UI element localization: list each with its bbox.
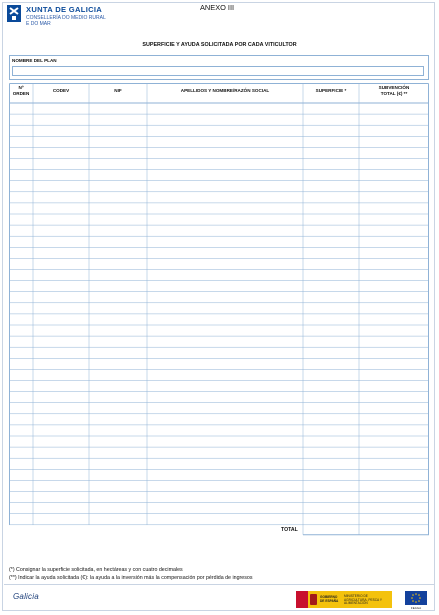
- table-cell[interactable]: [360, 192, 429, 202]
- table-cell[interactable]: [148, 137, 303, 147]
- table-grid: [9, 83, 429, 563]
- table-cell[interactable]: [360, 326, 429, 336]
- table-cell[interactable]: [10, 437, 33, 447]
- table-cell[interactable]: [10, 492, 33, 502]
- table-cell[interactable]: [360, 314, 429, 324]
- table-cell[interactable]: [304, 292, 359, 302]
- table-cell[interactable]: [90, 148, 147, 158]
- table-cell[interactable]: [360, 170, 429, 180]
- table-cell[interactable]: [34, 203, 89, 213]
- table-cell[interactable]: [90, 104, 147, 114]
- table-cell[interactable]: [360, 115, 429, 125]
- column-header-line1: APELLIDOS Y NOMBRE/RAZÓN SOCIAL: [180, 88, 270, 93]
- table-cell[interactable]: [304, 148, 359, 158]
- table-cell[interactable]: [34, 514, 89, 524]
- table-cell[interactable]: [360, 126, 429, 136]
- spain-government-logo: [296, 591, 392, 608]
- table-cell[interactable]: [10, 392, 33, 402]
- table-cell[interactable]: [34, 348, 89, 358]
- table-cell[interactable]: [304, 303, 359, 313]
- table-cell[interactable]: [148, 359, 303, 369]
- table-cell[interactable]: [148, 503, 303, 513]
- table-cell[interactable]: [10, 514, 33, 524]
- footnote-subsidy: (**) Indicar la ayuda solicitada (€): la ayuda a la inversión más la compensación por pérdida de ingresos: [9, 575, 253, 581]
- table-cell[interactable]: [148, 203, 303, 213]
- spain-coat-of-arms-icon: [310, 594, 317, 605]
- table-cell[interactable]: [90, 381, 147, 391]
- table-cell[interactable]: [10, 226, 33, 236]
- table-cell[interactable]: [360, 292, 429, 302]
- table-cell[interactable]: [10, 259, 33, 269]
- table-cell[interactable]: [148, 481, 303, 491]
- table-cell[interactable]: [304, 359, 359, 369]
- table-cell[interactable]: [34, 492, 89, 502]
- table-cell[interactable]: [34, 359, 89, 369]
- table-cell[interactable]: [304, 381, 359, 391]
- table-cell[interactable]: [10, 303, 33, 313]
- column-header-line1: CODEV: [52, 88, 70, 93]
- table-cell[interactable]: [10, 459, 33, 469]
- table-cell[interactable]: [148, 337, 303, 347]
- table-cell[interactable]: [304, 281, 359, 291]
- table-cell[interactable]: [148, 292, 303, 302]
- table-cell[interactable]: [148, 392, 303, 402]
- table-cell[interactable]: [304, 514, 359, 524]
- table-cell[interactable]: [148, 148, 303, 158]
- table-cell[interactable]: [304, 448, 359, 458]
- table-cell[interactable]: [90, 481, 147, 491]
- gov-text: GOBIERNO DE ESPAÑA: [320, 595, 339, 603]
- footer-divider: [4, 584, 435, 585]
- table-cell[interactable]: [360, 414, 429, 424]
- table-cell[interactable]: [34, 392, 89, 402]
- table-cell[interactable]: [90, 425, 147, 435]
- table-cell[interactable]: [34, 425, 89, 435]
- table-cell[interactable]: [148, 281, 303, 291]
- table-cell[interactable]: [10, 115, 33, 125]
- table-cell[interactable]: [10, 370, 33, 380]
- table-cell[interactable]: [360, 492, 429, 502]
- table-cell[interactable]: [360, 448, 429, 458]
- table-cell[interactable]: [304, 237, 359, 247]
- table-cell[interactable]: [360, 503, 429, 513]
- table-cell[interactable]: [34, 137, 89, 147]
- column-header-line1: NIF: [114, 88, 122, 93]
- table-cell[interactable]: [148, 437, 303, 447]
- table-cell[interactable]: [90, 414, 147, 424]
- form-title: SUPERFICIE Y AYUDA SOLICITADA POR CADA VITICULTOR: [142, 42, 297, 48]
- table-cell[interactable]: [10, 448, 33, 458]
- plan-name-input[interactable]: [12, 66, 424, 76]
- table-cell[interactable]: [304, 248, 359, 258]
- table-cell[interactable]: [90, 259, 147, 269]
- footnote-area: (*) Consignar la superficie solicitada, en hectáreas y con cuatro decimales: [9, 567, 183, 573]
- table-cell[interactable]: [148, 126, 303, 136]
- table-cell[interactable]: [304, 270, 359, 280]
- table-cell[interactable]: [90, 215, 147, 225]
- table-cell[interactable]: [10, 414, 33, 424]
- table-cell[interactable]: [10, 159, 33, 169]
- table-cell[interactable]: [148, 248, 303, 258]
- table-cell[interactable]: [90, 514, 147, 524]
- table-cell[interactable]: [10, 425, 33, 435]
- table-cell[interactable]: [90, 181, 147, 191]
- table-cell[interactable]: [34, 470, 89, 480]
- org-sub-line2: E DO MAR: [26, 21, 51, 27]
- table-cell[interactable]: [304, 181, 359, 191]
- xunta-shield-icon: [7, 5, 21, 22]
- table-cell[interactable]: [10, 270, 33, 280]
- table-cell[interactable]: [34, 437, 89, 447]
- column-header-line1: SUPERFICIE *: [315, 88, 347, 93]
- table-cell[interactable]: [304, 459, 359, 469]
- table-cell[interactable]: [360, 459, 429, 469]
- table-cell[interactable]: [10, 281, 33, 291]
- table-cell[interactable]: [304, 314, 359, 324]
- table-cell[interactable]: [304, 370, 359, 380]
- column-header-line1: SUBVENCIÓN: [378, 85, 410, 90]
- table-cell[interactable]: [304, 259, 359, 269]
- table-cell[interactable]: [90, 303, 147, 313]
- table-cell[interactable]: [360, 181, 429, 191]
- table-cell[interactable]: [34, 226, 89, 236]
- table-cell[interactable]: [304, 414, 359, 424]
- table-cell[interactable]: [90, 448, 147, 458]
- table-cell[interactable]: [360, 348, 429, 358]
- table-cell[interactable]: [90, 248, 147, 258]
- table-cell[interactable]: [148, 115, 303, 125]
- table-cell[interactable]: [34, 126, 89, 136]
- table-cell[interactable]: [148, 370, 303, 380]
- column-header-line1: Nº: [18, 85, 24, 90]
- table-cell[interactable]: [148, 259, 303, 269]
- table-cell[interactable]: [90, 403, 147, 413]
- table-cell[interactable]: [34, 115, 89, 125]
- table-cell[interactable]: [90, 292, 147, 302]
- table-cell[interactable]: [360, 203, 429, 213]
- table-cell[interactable]: [34, 104, 89, 114]
- table-cell[interactable]: [360, 470, 429, 480]
- table-cell[interactable]: [360, 381, 429, 391]
- plan-name-section: [9, 55, 429, 80]
- table-cell[interactable]: [90, 337, 147, 347]
- table-cell[interactable]: [10, 359, 33, 369]
- annex-label: ANEXO III: [200, 3, 235, 12]
- table-cell[interactable]: [360, 148, 429, 158]
- table-cell[interactable]: [34, 481, 89, 491]
- column-header: [303, 88, 359, 94]
- total-label: TOTAL: [281, 526, 298, 533]
- table-cell[interactable]: [34, 148, 89, 158]
- eu-flag-icon: [405, 591, 427, 605]
- table-cell[interactable]: [90, 126, 147, 136]
- table-cell[interactable]: [90, 281, 147, 291]
- table-cell[interactable]: [304, 203, 359, 213]
- table-cell[interactable]: [360, 514, 429, 524]
- eu-fund-label: FEAGA: [410, 606, 422, 610]
- table-cell[interactable]: [304, 226, 359, 236]
- org-name: XUNTA DE GALICIA: [26, 5, 103, 14]
- table-cell[interactable]: [34, 337, 89, 347]
- table-cell[interactable]: [34, 503, 89, 513]
- table-cell[interactable]: [10, 348, 33, 358]
- table-cell[interactable]: [304, 326, 359, 336]
- table-cell[interactable]: [10, 292, 33, 302]
- table-cell[interactable]: [148, 159, 303, 169]
- table-cell[interactable]: [90, 437, 147, 447]
- table-cell[interactable]: [360, 392, 429, 402]
- ministry-text: MINISTERIO DE AGRICULTURA, PESCA Y ALIMENTACIÓN: [344, 594, 382, 606]
- table-cell[interactable]: [90, 237, 147, 247]
- galicia-logo: Galicia: [13, 592, 39, 601]
- table-cell[interactable]: [148, 181, 303, 191]
- table-cell[interactable]: [360, 437, 429, 447]
- table-cell[interactable]: [360, 259, 429, 269]
- table-cell[interactable]: [34, 159, 89, 169]
- table-cell[interactable]: [34, 370, 89, 380]
- table-cell[interactable]: [360, 303, 429, 313]
- table-cell[interactable]: [148, 170, 303, 180]
- column-header-line2: ORDEN: [12, 91, 30, 96]
- table-cell[interactable]: [10, 192, 33, 202]
- table-cell[interactable]: [90, 203, 147, 213]
- table-cell[interactable]: [10, 215, 33, 225]
- table-cell[interactable]: [34, 326, 89, 336]
- table-cell[interactable]: [90, 314, 147, 324]
- table-cell[interactable]: [34, 192, 89, 202]
- table-cell[interactable]: [10, 181, 33, 191]
- table-cell[interactable]: [10, 137, 33, 147]
- table-cell[interactable]: [10, 481, 33, 491]
- table-cell[interactable]: [360, 248, 429, 258]
- column-header-line2: TOTAL (€) **: [380, 91, 408, 96]
- table-cell[interactable]: [10, 104, 33, 114]
- table-cell[interactable]: [34, 170, 89, 180]
- spain-flag-stripe: [296, 591, 308, 608]
- table-cell[interactable]: [304, 337, 359, 347]
- table-cell[interactable]: [34, 303, 89, 313]
- column-header: [359, 85, 429, 97]
- table-cell[interactable]: [360, 403, 429, 413]
- table-cell[interactable]: [360, 281, 429, 291]
- table-cell[interactable]: [90, 326, 147, 336]
- table-cell[interactable]: [360, 425, 429, 435]
- table-cell[interactable]: [10, 326, 33, 336]
- table-cell[interactable]: [304, 470, 359, 480]
- table-cell[interactable]: [360, 337, 429, 347]
- table-cell[interactable]: [148, 492, 303, 502]
- table-cell[interactable]: [34, 281, 89, 291]
- table-cell[interactable]: [34, 448, 89, 458]
- table-cell[interactable]: [304, 170, 359, 180]
- table-cell[interactable]: [90, 348, 147, 358]
- table-cell[interactable]: [148, 314, 303, 324]
- column-header: [9, 85, 33, 97]
- table-cell[interactable]: [90, 492, 147, 502]
- table-cell[interactable]: [34, 181, 89, 191]
- table-cell[interactable]: [360, 137, 429, 147]
- org-subtitle: [26, 15, 136, 27]
- table-cell[interactable]: [304, 104, 359, 114]
- table-cell[interactable]: [304, 503, 359, 513]
- table-cell[interactable]: [10, 403, 33, 413]
- table-cell[interactable]: [304, 492, 359, 502]
- table-cell[interactable]: [34, 314, 89, 324]
- table-cell[interactable]: [90, 459, 147, 469]
- table-cell[interactable]: [10, 203, 33, 213]
- table-cell[interactable]: [10, 248, 33, 258]
- table-cell[interactable]: [90, 503, 147, 513]
- table-cell[interactable]: [304, 425, 359, 435]
- table-cell[interactable]: [148, 303, 303, 313]
- total-area-cell[interactable]: [304, 525, 359, 534]
- table-cell[interactable]: [148, 348, 303, 358]
- table-cell[interactable]: [34, 381, 89, 391]
- table-cell[interactable]: [10, 314, 33, 324]
- column-header: [33, 88, 89, 94]
- table-cell[interactable]: [148, 414, 303, 424]
- table-cell[interactable]: [360, 481, 429, 491]
- table-cell[interactable]: [90, 192, 147, 202]
- org-sub-line1: CONSELLERÍA DO MEDIO RURAL: [26, 15, 106, 21]
- table-cell[interactable]: [10, 503, 33, 513]
- table-cell[interactable]: [304, 348, 359, 358]
- table-cell[interactable]: [304, 437, 359, 447]
- column-header: [89, 88, 147, 94]
- table-cell[interactable]: [304, 159, 359, 169]
- table-cell[interactable]: [148, 448, 303, 458]
- table-cell[interactable]: [148, 403, 303, 413]
- table-cell[interactable]: [148, 425, 303, 435]
- table-cell[interactable]: [304, 215, 359, 225]
- table-cell[interactable]: [148, 215, 303, 225]
- table-cell[interactable]: [90, 470, 147, 480]
- table-cell[interactable]: [10, 237, 33, 247]
- table-cell[interactable]: [90, 226, 147, 236]
- table-cell[interactable]: [360, 237, 429, 247]
- table-cell[interactable]: [10, 381, 33, 391]
- table-cell[interactable]: [304, 137, 359, 147]
- table-cell[interactable]: [90, 370, 147, 380]
- table-cell[interactable]: [360, 370, 429, 380]
- table-cell[interactable]: [34, 259, 89, 269]
- table-cell[interactable]: [10, 337, 33, 347]
- table-cell[interactable]: [304, 192, 359, 202]
- table-cell[interactable]: [304, 403, 359, 413]
- table-cell[interactable]: [10, 470, 33, 480]
- table-cell[interactable]: [90, 170, 147, 180]
- table-cell[interactable]: [148, 192, 303, 202]
- table-cell[interactable]: [90, 359, 147, 369]
- table-cell[interactable]: [148, 514, 303, 524]
- table-cell[interactable]: [360, 104, 429, 114]
- column-header: [147, 88, 303, 94]
- table-cell[interactable]: [90, 159, 147, 169]
- table-cell[interactable]: [148, 104, 303, 114]
- table-cell[interactable]: [304, 392, 359, 402]
- table-cell[interactable]: [90, 392, 147, 402]
- table-cell[interactable]: [360, 270, 429, 280]
- table-cell[interactable]: [304, 115, 359, 125]
- table-cell[interactable]: [148, 226, 303, 236]
- table-cell[interactable]: [34, 237, 89, 247]
- table-cell[interactable]: [148, 237, 303, 247]
- table-cell[interactable]: [360, 359, 429, 369]
- footnotes: [9, 566, 253, 582]
- table-cell[interactable]: [90, 115, 147, 125]
- table-cell[interactable]: [148, 326, 303, 336]
- table-cell[interactable]: [10, 170, 33, 180]
- table-cell[interactable]: [34, 414, 89, 424]
- table-cell[interactable]: [34, 215, 89, 225]
- table-cell[interactable]: [34, 292, 89, 302]
- table-cell[interactable]: [360, 159, 429, 169]
- table-cell[interactable]: [148, 459, 303, 469]
- table-cell[interactable]: [304, 481, 359, 491]
- table-cell[interactable]: [10, 148, 33, 158]
- table-cell[interactable]: [34, 270, 89, 280]
- table-cell[interactable]: [90, 270, 147, 280]
- applicants-table: [9, 83, 429, 563]
- table-cell[interactable]: [148, 470, 303, 480]
- table-cell[interactable]: [360, 215, 429, 225]
- table-cell[interactable]: [360, 226, 429, 236]
- table-cell[interactable]: [34, 459, 89, 469]
- table-cell[interactable]: [90, 137, 147, 147]
- table-cell[interactable]: [34, 248, 89, 258]
- total-subsidy-cell[interactable]: [360, 525, 429, 534]
- table-cell[interactable]: [34, 403, 89, 413]
- table-cell[interactable]: [148, 270, 303, 280]
- table-cell[interactable]: [148, 381, 303, 391]
- table-cell[interactable]: [304, 126, 359, 136]
- table-cell[interactable]: [10, 126, 33, 136]
- plan-name-label: NOMBRE DEL PLAN: [12, 58, 57, 63]
